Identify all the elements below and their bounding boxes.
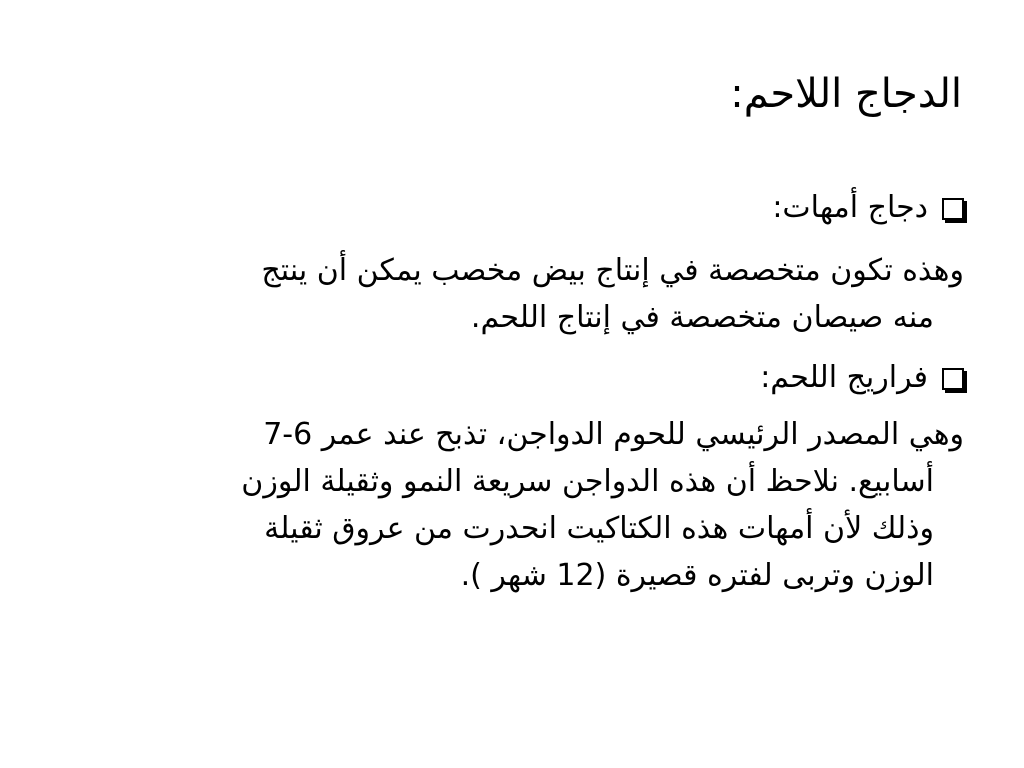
paragraph-line: أسابيع. نلاحظ أن هذه الدواجن سريعة النمو وثقيلة الوزن bbox=[241, 464, 934, 499]
bullet-heading-text: دجاج أمهات: bbox=[772, 190, 928, 225]
bullet-heading-broiler-chickens bbox=[760, 356, 964, 400]
paragraph-line: وهي المصدر الرئيسي للحوم الدواجن، تذبح عند عمر 6-7 bbox=[263, 417, 964, 452]
bullet-heading-text: فراريج اللحم: bbox=[760, 360, 928, 395]
checkbox-bullet-icon bbox=[942, 368, 964, 390]
paragraph-line: وهذه تكون متخصصة في إنتاج بيض مخصب يمكن أن ينتج bbox=[261, 253, 964, 288]
paragraph-broiler-chickens bbox=[84, 411, 964, 599]
paragraph-line: وذلك لأن أمهات هذه الكتاكيت انحدرت من عروق ثقيلة bbox=[264, 511, 934, 546]
paragraph-broiler-breeders bbox=[84, 247, 964, 341]
checkbox-bullet-icon bbox=[942, 198, 964, 220]
paragraph-line: الوزن وتربى لفتره قصيرة (12 شهر ). bbox=[460, 558, 934, 593]
slide-title: الدجاج اللاحم: bbox=[730, 71, 962, 117]
bullet-heading-broiler-breeders bbox=[772, 186, 964, 230]
paragraph-line: منه صيصان متخصصة في إنتاج اللحم. bbox=[470, 300, 934, 335]
